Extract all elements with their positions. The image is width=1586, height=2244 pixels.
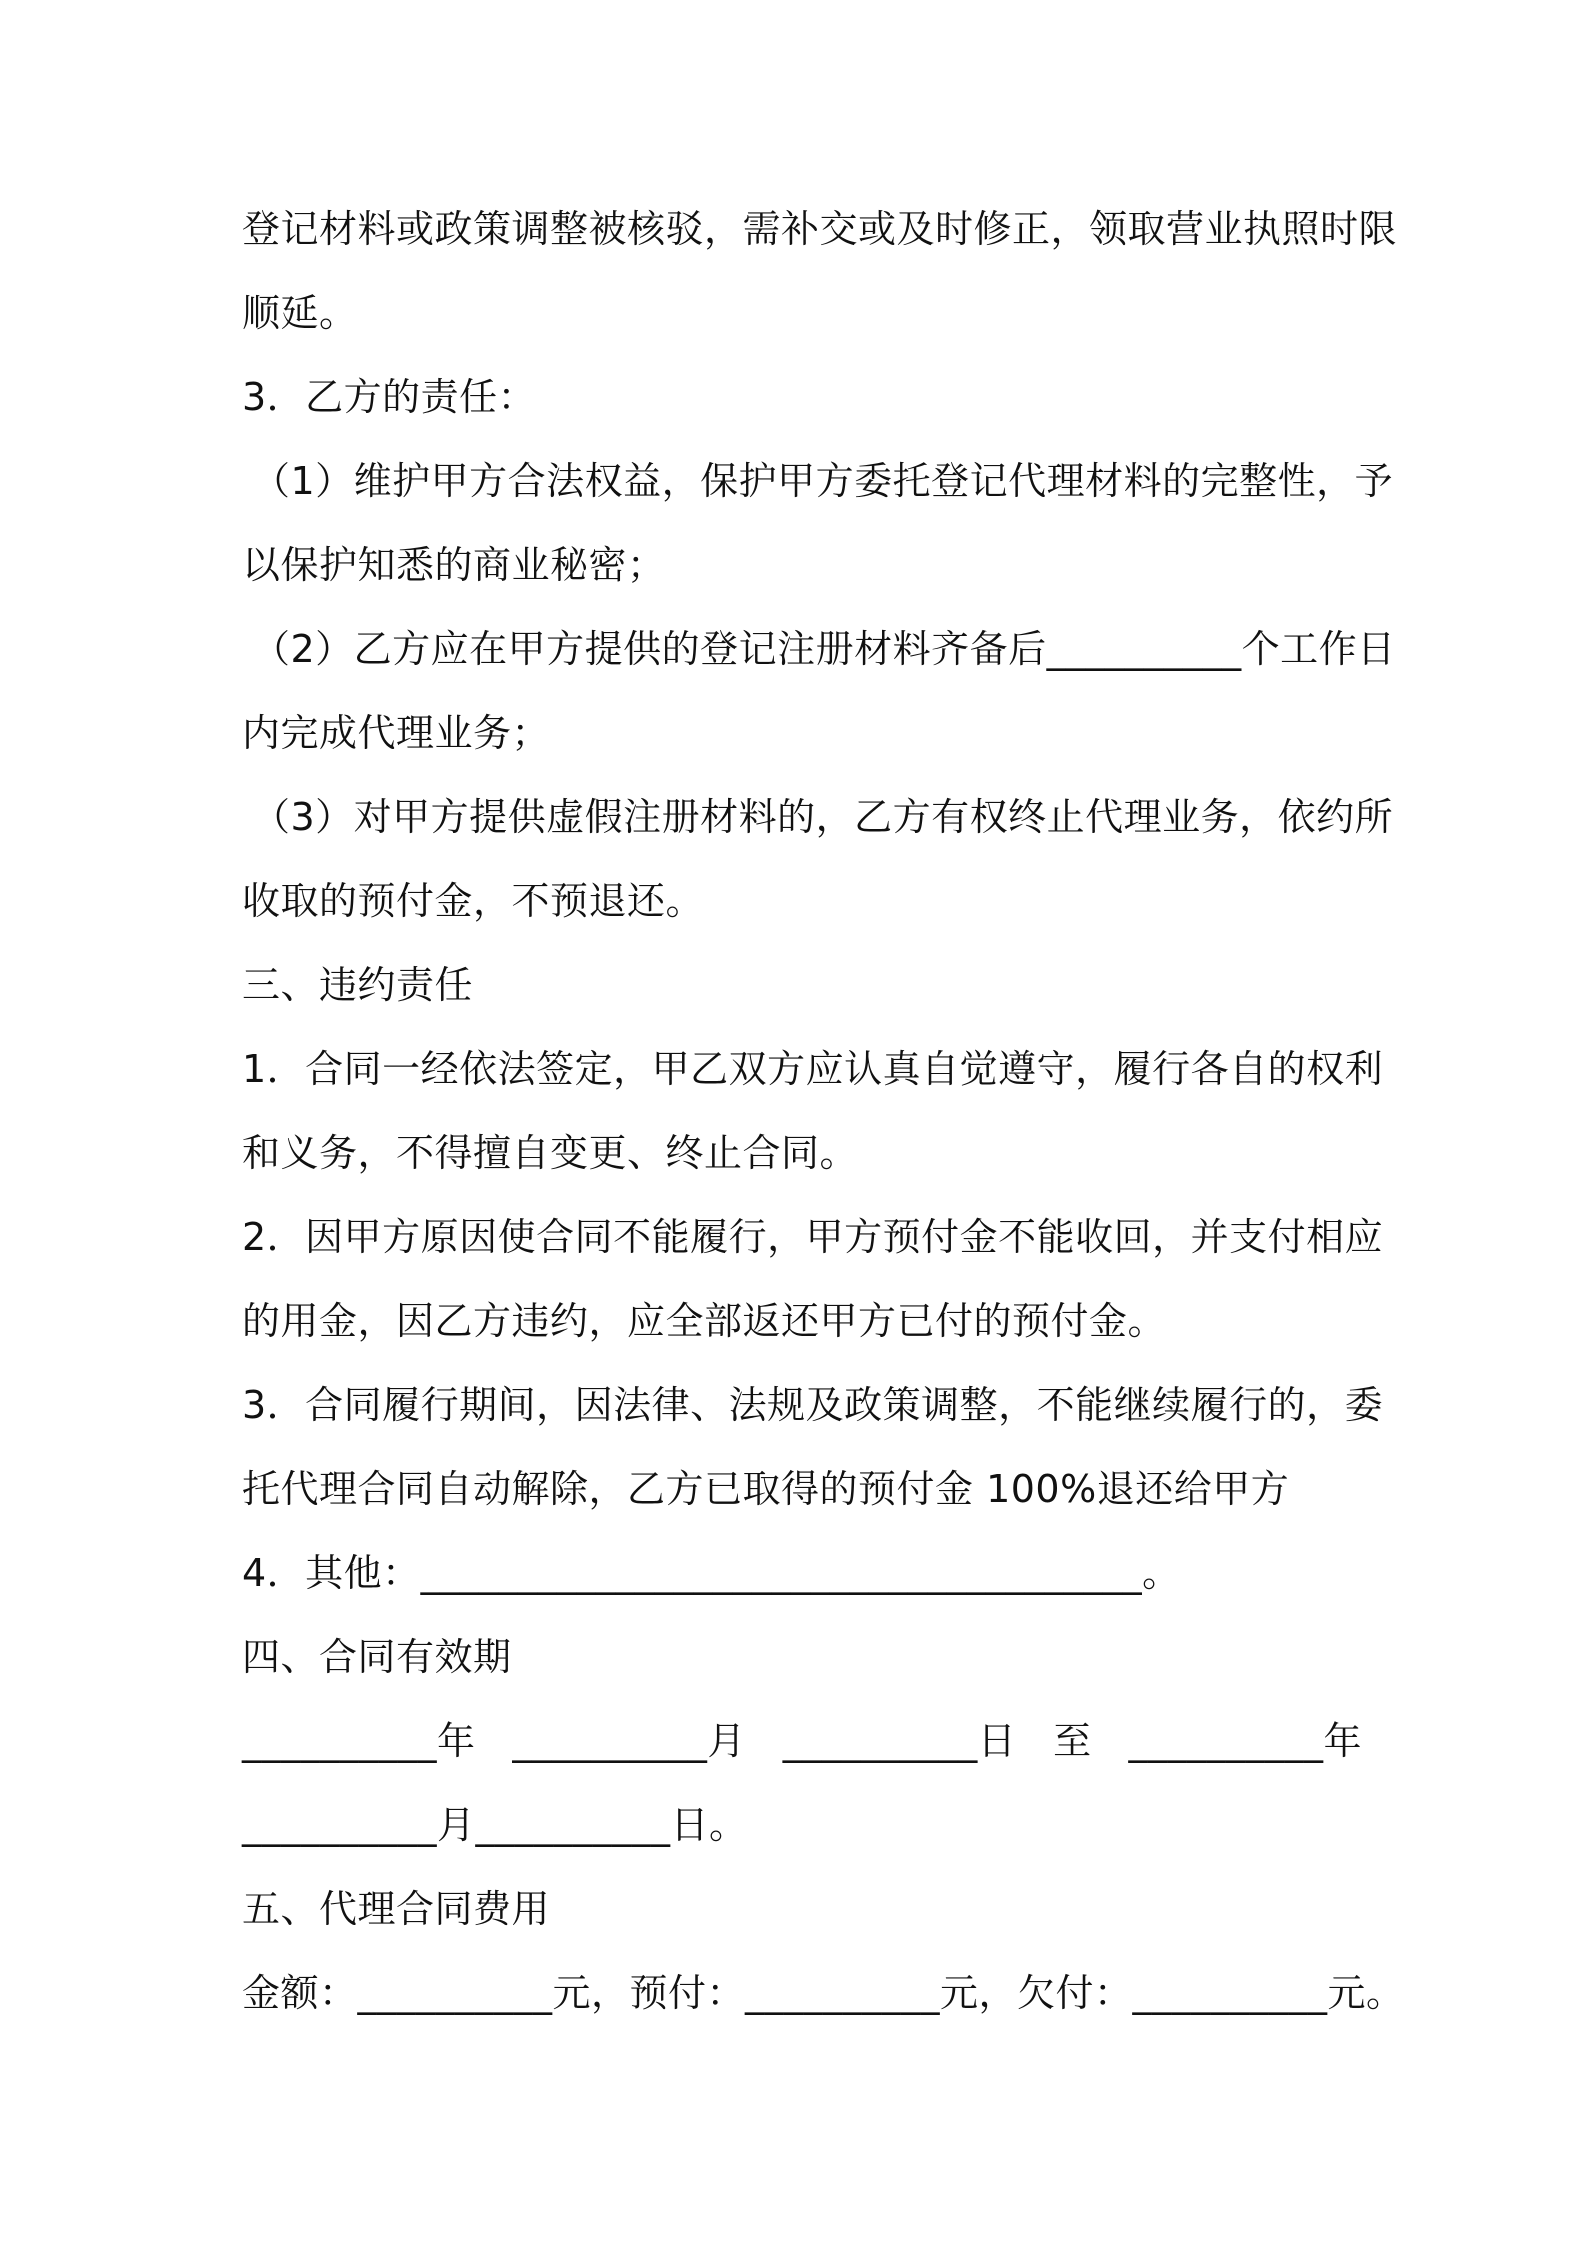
section-heading: 三、违约责任 [242,963,474,1007]
clause-heading: 3．乙方的责任： [242,375,537,419]
fee-line: 金额：__________元，预付：__________元，欠付：__________元。 [242,1971,1405,2015]
body-text-line: 以保护知悉的商业秘密； [242,543,666,587]
start-month-field: __________月 [512,1719,746,1763]
other-terms-line: 4．其他：_____________________________________。 [242,1551,1181,1595]
body-text-line: 收取的预付金，不预退还。 [242,879,705,923]
body-text-line: 3．合同履行期间，因法律、法规及政策调整，不能继续履行的，委 [242,1383,1384,1427]
body-text-line: 1．合同一经依法签定，甲乙双方应认真自觉遵守，履行各自的权利 [242,1047,1384,1091]
body-text-line: 和义务，不得擅自变更、终止合同。 [242,1131,859,1175]
body-text-line: 托代理合同自动解除，乙方已取得的预付金 100%退还给甲方 [242,1467,1290,1511]
body-text-line: 内完成代理业务； [242,711,551,755]
section-heading: 四、合同有效期 [242,1635,512,1679]
body-text-line: （3）对甲方提供虚假注册材料的，乙方有权终止代理业务，依约所 [252,795,1394,839]
start-day-field: __________日 [782,1719,1017,1763]
body-text-line: 2．因甲方原因使合同不能履行，甲方预付金不能收回，并支付相应 [242,1215,1384,1259]
body-text-line: （1）维护甲方合法权益，保护甲方委托登记代理材料的完整性，予 [252,459,1394,503]
body-text-line: 的用金，因乙方违约，应全部返还甲方已付的预付金。 [242,1299,1167,1343]
start-year-field: __________年 [242,1719,476,1763]
end-year-field: __________年 [1128,1719,1362,1763]
section-heading: 五、代理合同费用 [242,1887,551,1931]
body-text-line: 顺延。 [242,291,358,335]
to-label: 至 [1053,1719,1092,1763]
body-text-line: 登记材料或政策调整被核驳，需补交或及时修正，领取营业执照时限 [242,207,1398,251]
validity-period-line [242,1718,1362,1764]
validity-end-line: __________月__________日。 [242,1803,748,1847]
body-text-line: （2）乙方应在甲方提供的登记注册材料齐备后__________个工作日 [252,627,1396,671]
